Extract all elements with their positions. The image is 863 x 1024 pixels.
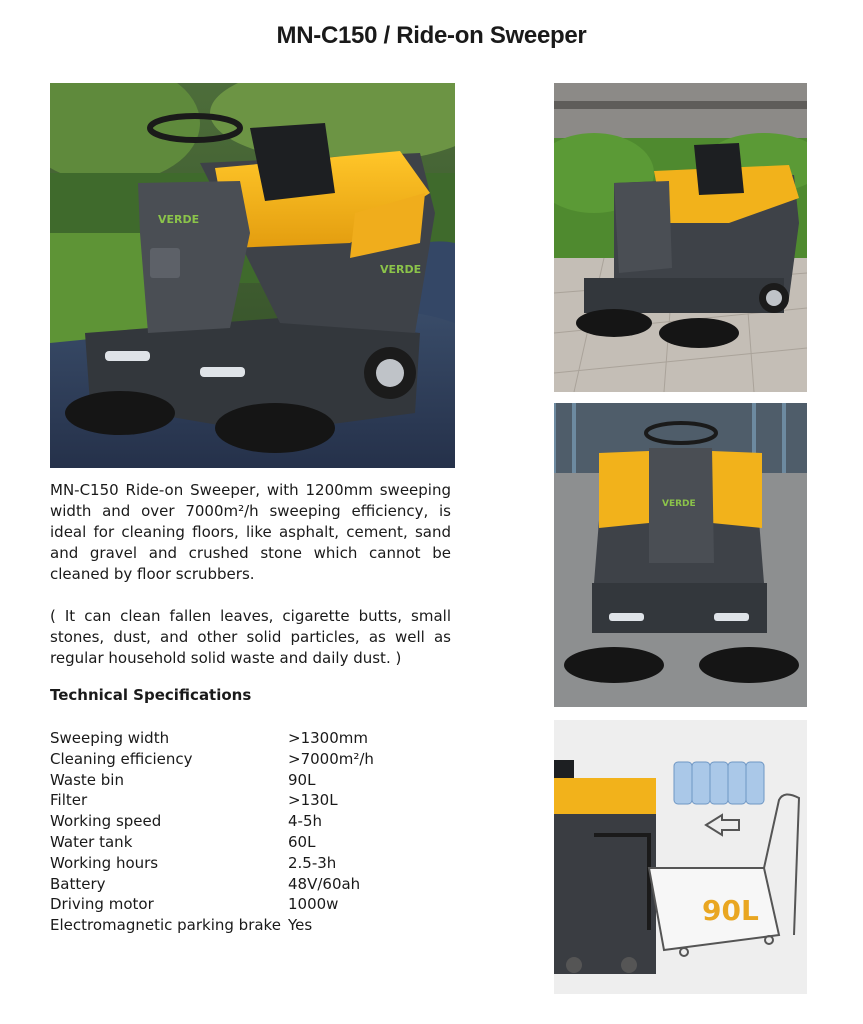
spec-label: Electromagnetic parking brake bbox=[50, 916, 281, 935]
spec-row bbox=[50, 915, 450, 936]
specs-table bbox=[50, 728, 450, 936]
spec-value: 2.5-3h bbox=[288, 853, 337, 872]
description-paragraph: MN-C150 Ride-on Sweeper, with 1200mm sweeping width and over 7000m²/h sweeping efficiency, is ideal for cleaning floors, like asphalt, cement, sand and gravel and crushed stone which cannot be cleaned by floor scrubbers. bbox=[50, 481, 451, 583]
sweeper-photo-building bbox=[554, 83, 807, 392]
spec-label: Sweeping width bbox=[50, 729, 170, 747]
description-note: ( It can clean fallen leaves, cigarette butts, small stones, dust, and other solid particles, as well as regular household solid waste and daily dust. ) bbox=[50, 607, 451, 667]
bin-capacity-label: 90L bbox=[702, 894, 759, 927]
spec-row bbox=[50, 853, 450, 874]
spec-row bbox=[50, 832, 450, 853]
spec-value: 48V/60ah bbox=[288, 874, 361, 893]
spec-label: Water tank bbox=[50, 832, 133, 851]
spec-value: 90L bbox=[288, 770, 316, 789]
spec-row bbox=[50, 894, 450, 915]
verde-logo: VERDE bbox=[158, 213, 200, 226]
spec-row bbox=[50, 811, 450, 832]
spec-value: >7000m²/h bbox=[288, 749, 374, 768]
spec-row bbox=[50, 770, 450, 791]
verde-logo-side: VERDE bbox=[380, 263, 422, 276]
sweeper-photo-warehouse bbox=[554, 403, 807, 707]
spec-value: >130L bbox=[288, 791, 338, 810]
verde-logo-front: VERDE bbox=[662, 499, 696, 509]
spec-value: >1300mm bbox=[288, 729, 368, 747]
spec-value: 4-5h bbox=[288, 812, 323, 831]
spec-label: Working hours bbox=[50, 853, 159, 872]
spec-label: Working speed bbox=[50, 812, 162, 831]
spec-label: Cleaning efficiency bbox=[50, 749, 193, 768]
spec-label: Battery bbox=[50, 874, 106, 893]
spec-row bbox=[50, 728, 450, 749]
sweeper-photo-main bbox=[50, 83, 455, 468]
specs-heading: Technical Specifications bbox=[50, 686, 252, 704]
spec-row bbox=[50, 874, 450, 895]
spec-label: Waste bin bbox=[50, 770, 124, 789]
waste-bin-illustration bbox=[554, 720, 807, 994]
spec-value: 1000w bbox=[288, 895, 339, 914]
page-title: MN-C150 / Ride-on Sweeper bbox=[276, 22, 587, 49]
spec-value: Yes bbox=[288, 916, 313, 935]
spec-row bbox=[50, 790, 450, 811]
spec-label: Filter bbox=[50, 791, 88, 810]
spec-label: Driving motor bbox=[50, 895, 154, 914]
spec-value: 60L bbox=[288, 832, 316, 851]
product-description bbox=[50, 480, 451, 669]
spec-row bbox=[50, 749, 450, 770]
